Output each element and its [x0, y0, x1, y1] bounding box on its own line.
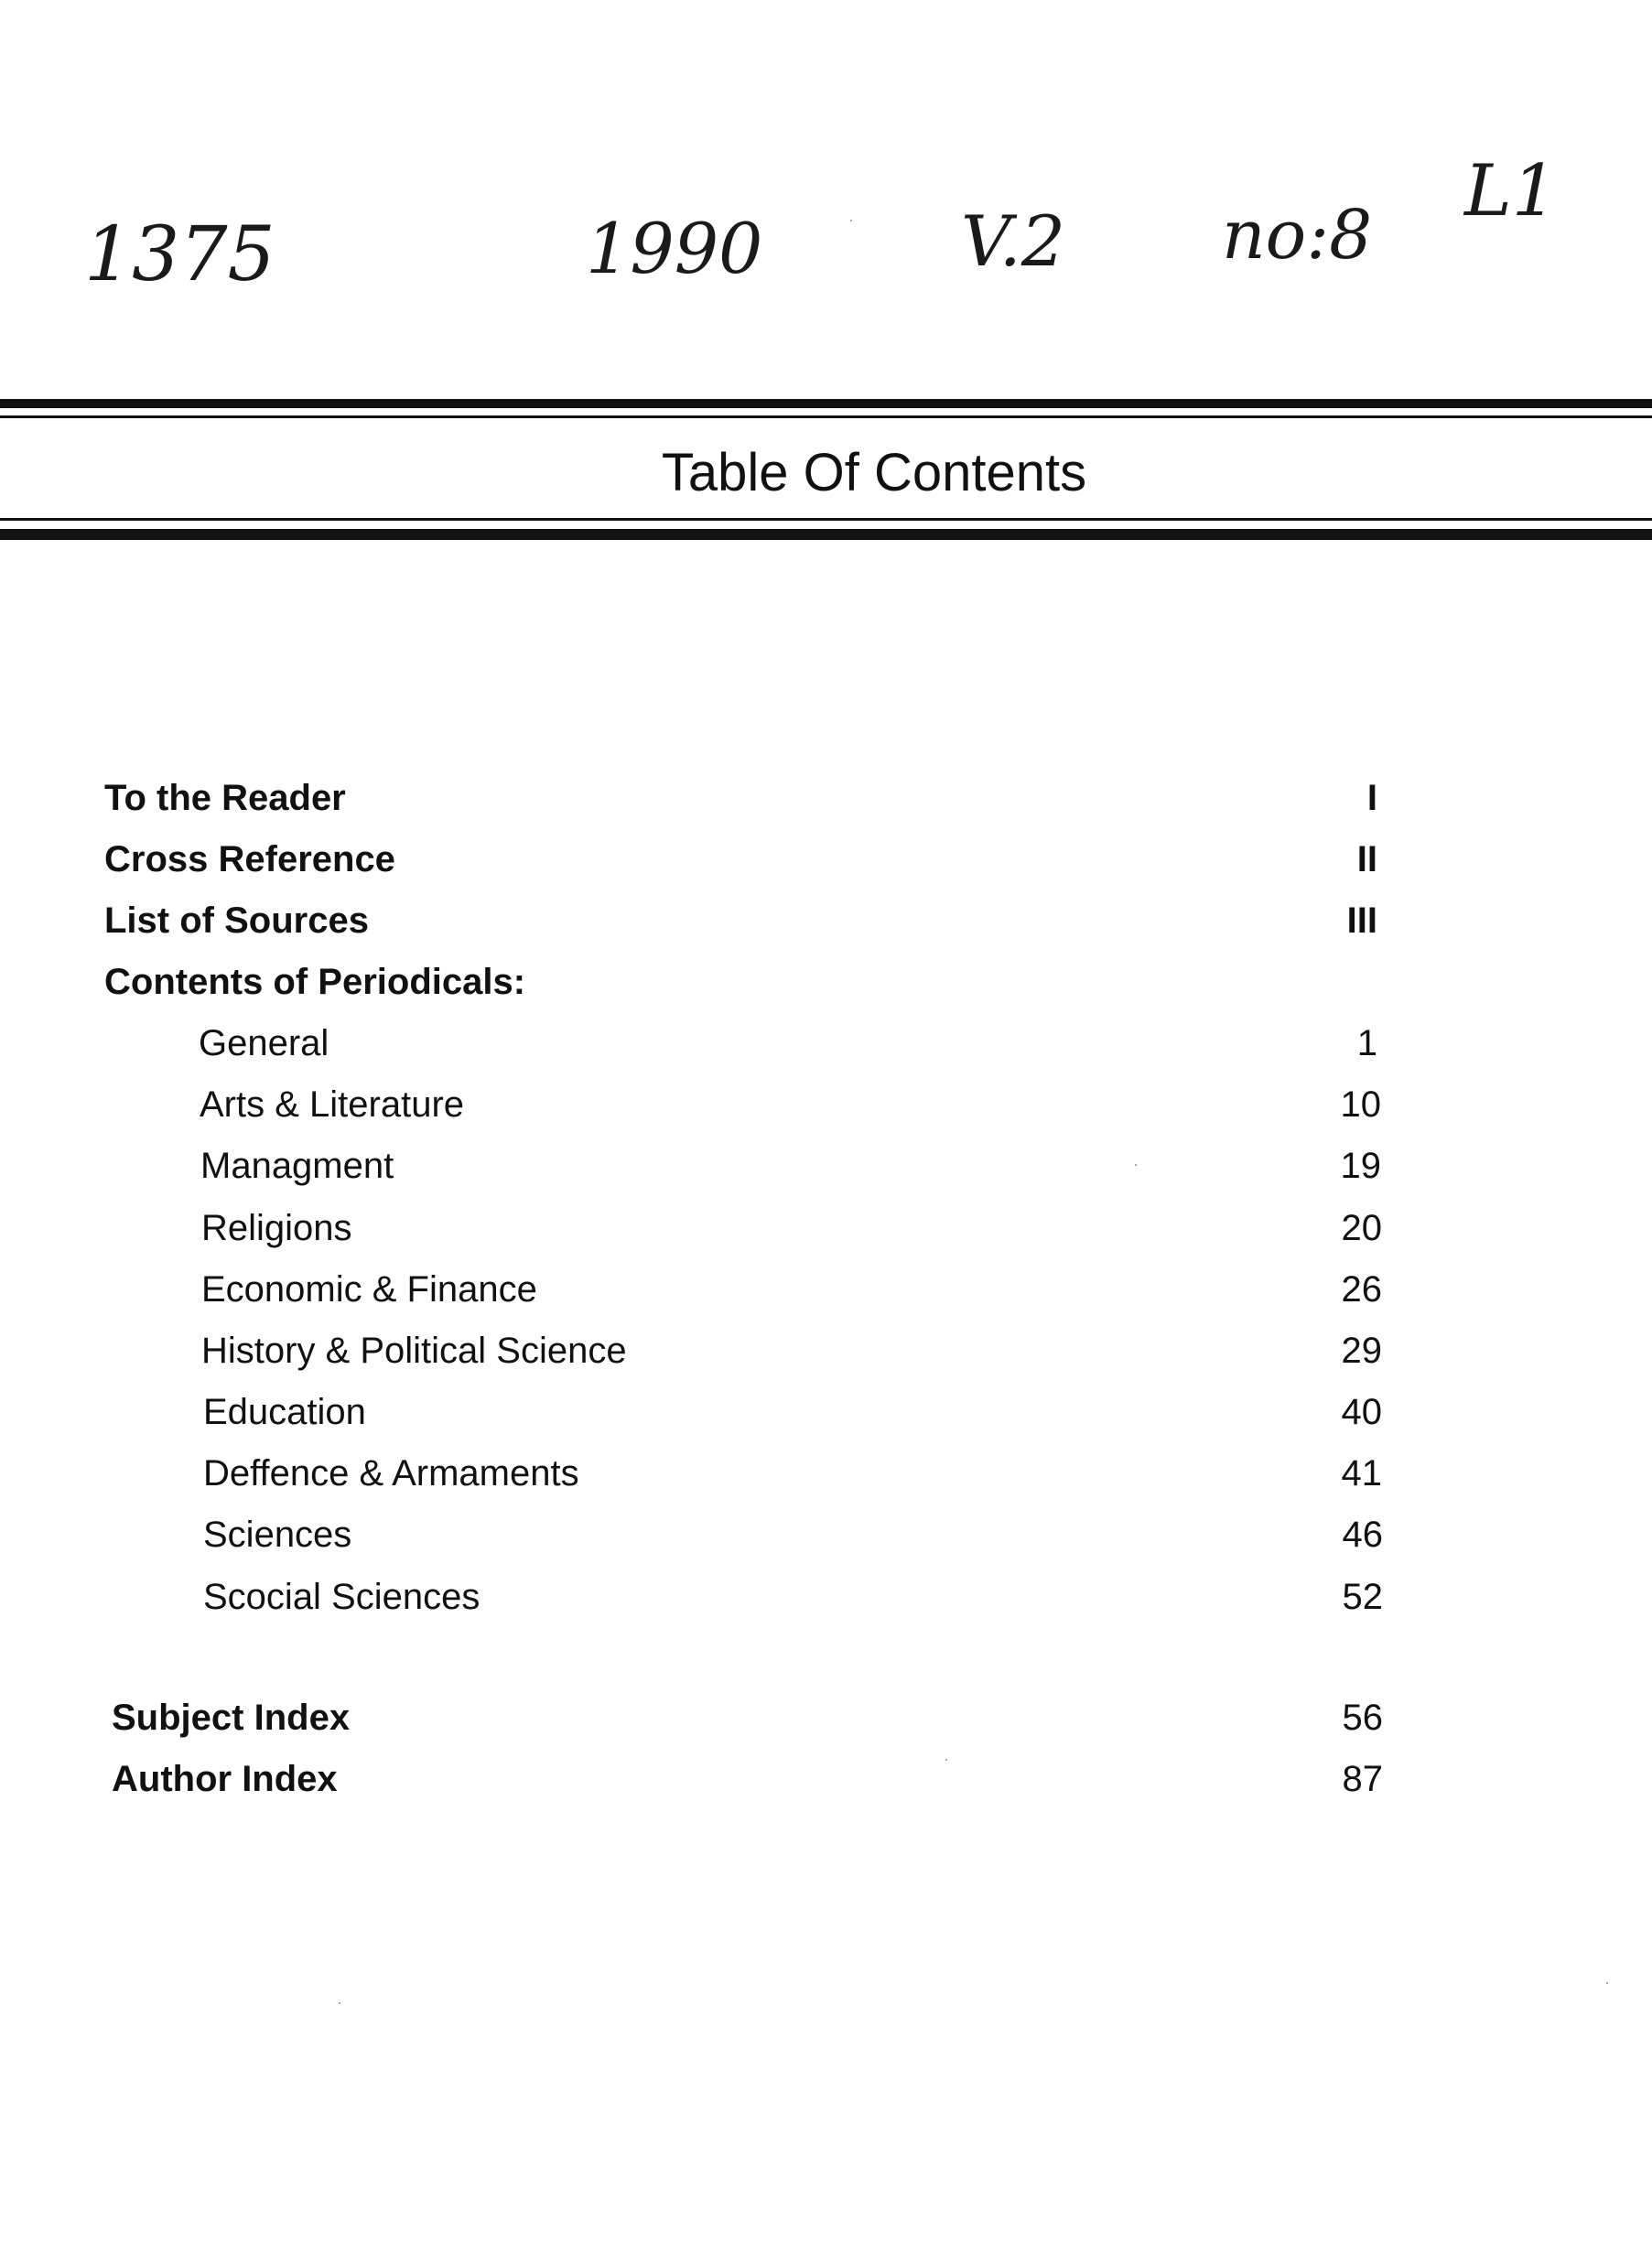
toc-entry — [0, 1752, 1652, 1814]
toc-entry-label: Managment — [200, 1146, 394, 1186]
toc-subentry — [0, 1385, 1652, 1447]
page-title: Table Of Contents — [661, 443, 1087, 502]
header-bottom-rule-thick — [0, 529, 1652, 540]
scan-speck — [1135, 1164, 1137, 1166]
toc-entry-label: Cross Reference — [104, 839, 395, 879]
toc-section-heading — [0, 954, 1652, 1017]
header-top-rule-thin — [0, 415, 1652, 418]
handwritten-year: 1990 — [586, 208, 763, 289]
toc-subentry — [0, 1569, 1652, 1632]
handwritten-issue-number: no:8 — [1222, 196, 1373, 275]
toc-entry-page: II — [1356, 839, 1377, 879]
scan-speck — [1606, 1982, 1608, 1984]
toc-entry-page: 46 — [1342, 1515, 1383, 1555]
header-bottom-rule-thin — [0, 518, 1652, 521]
toc-entry-label: Author Index — [112, 1759, 338, 1799]
handwritten-volume: V.2 — [961, 200, 1066, 282]
toc-entry-page: 29 — [1341, 1331, 1382, 1371]
toc-entry-label: Subject Index — [112, 1698, 351, 1738]
toc-entry-label: History & Political Science — [201, 1331, 627, 1371]
scan-speck — [850, 220, 852, 221]
toc-entry-page: 19 — [1340, 1146, 1381, 1186]
toc-subentry — [0, 1507, 1652, 1569]
toc-entry-label: Education — [203, 1392, 366, 1432]
toc-section-label: Contents of Periodicals: — [104, 962, 526, 1002]
toc-entry-page: 41 — [1341, 1453, 1382, 1494]
toc-entry — [0, 832, 1652, 894]
toc-entry-label: Scocial Sciences — [203, 1577, 480, 1617]
toc-entry-page: I — [1366, 778, 1377, 818]
toc-subentry — [0, 1446, 1652, 1508]
header-top-rule-thick — [0, 399, 1652, 408]
scan-speck — [339, 2002, 340, 2004]
toc-entry — [0, 1690, 1652, 1752]
toc-subentry — [0, 1077, 1652, 1139]
toc-entry-label: Arts & Literature — [200, 1084, 465, 1125]
toc-entry-page: 20 — [1341, 1208, 1382, 1248]
scan-speck — [945, 1759, 947, 1761]
toc-subentry — [0, 1016, 1652, 1078]
toc-subentry — [0, 1323, 1652, 1386]
toc-entry-label: Economic & Finance — [201, 1269, 537, 1310]
toc-entry-page: 87 — [1342, 1759, 1383, 1799]
toc-entry-label: List of Sources — [104, 900, 369, 941]
handwritten-shelf-code: L1 — [1464, 150, 1558, 232]
toc-entry-label: Religions — [201, 1208, 352, 1248]
toc-entry — [0, 893, 1652, 955]
toc-entry — [0, 771, 1652, 833]
toc-subentry — [0, 1138, 1652, 1201]
toc-entry-label: To the Reader — [104, 778, 346, 818]
toc-entry-page: 56 — [1342, 1698, 1383, 1738]
toc-entry-page: III — [1346, 900, 1377, 941]
toc-entry-page: 40 — [1341, 1392, 1382, 1432]
toc-entry-page: 1 — [1356, 1023, 1377, 1063]
toc-subentry — [0, 1262, 1652, 1324]
toc-entry-label: Sciences — [203, 1515, 352, 1555]
toc-entry-page: 52 — [1342, 1577, 1383, 1617]
toc-entry-label: Deffence & Armaments — [203, 1453, 579, 1494]
toc-entry-label: General — [199, 1023, 329, 1063]
toc-entry-page: 10 — [1340, 1084, 1381, 1125]
toc-subentry — [0, 1201, 1652, 1263]
handwritten-accession-number: 1375 — [84, 211, 275, 298]
toc-entry-page: 26 — [1341, 1269, 1382, 1310]
